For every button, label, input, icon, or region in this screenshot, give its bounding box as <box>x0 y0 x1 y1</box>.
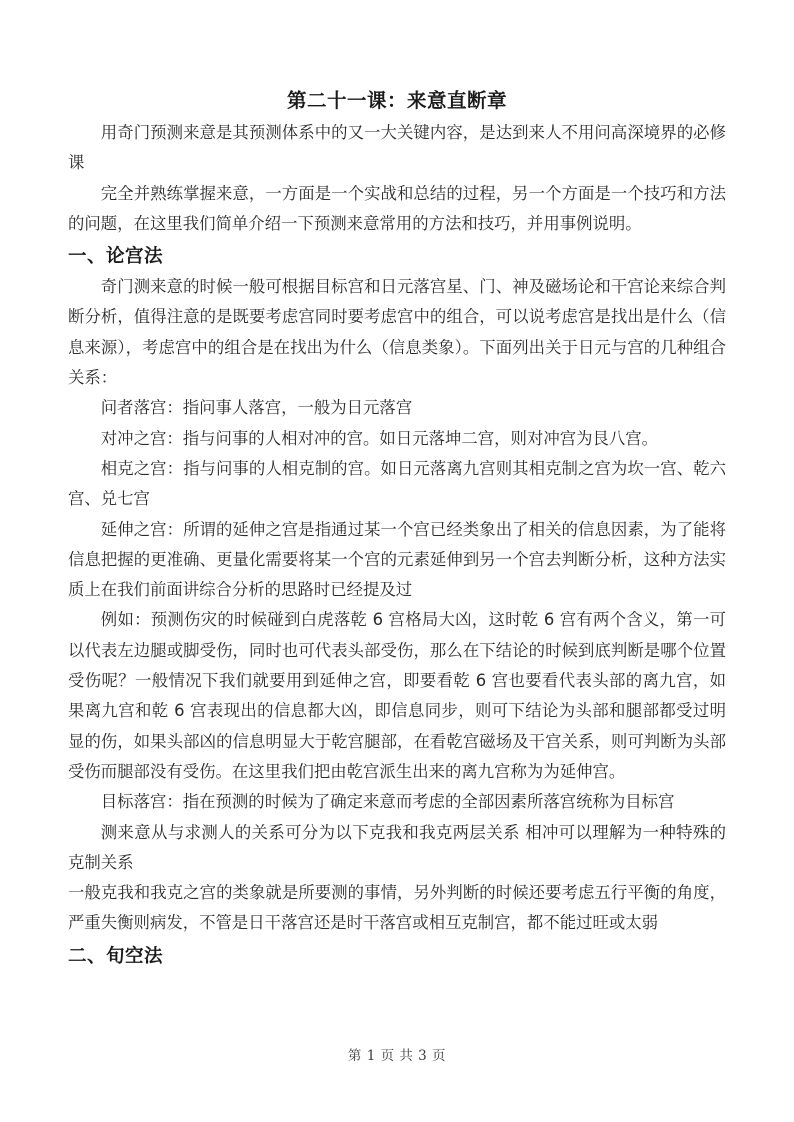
paragraph-balance: 一般克我和我克之宫的类象就是所要测的事情，另外判断的时候还要考虑五行平衡的角度，严重失衡则病发，不管是日干落宫还是时干落宫或相互克制宫，都不能过旺或太弱 <box>68 883 726 933</box>
page-footer: 第 1 页 共 3 页 <box>347 1048 447 1064</box>
page-title: 第二十一课：来意直断章 <box>286 89 507 112</box>
paragraph-section1-intro: 奇门测来意的时候一般可根据目标宫和日元落宫星、门、神及磁场论和干宫论来综合判断分析，值得注意的是既要考虑宫同时要考虑宫中的组合，可以说考虑宫是找出是什么（信息来源），考虑宫中的组合是在找出为什么（信息类象）。下面列出关于日元与宫的几种组合关系： <box>68 277 726 388</box>
definition-duichong-zhigong: 对冲之宫：指与问事的人相对冲的宫。如日元落坤二宫，则对冲宫为艮八宫。 <box>100 428 659 448</box>
definition-wenzhe-luogong: 问者落宫：指问事人落宫，一般为日元落宫 <box>100 398 413 418</box>
definition-yanshen-zhigong: 延伸之宫：所谓的延伸之宫是指通过某一个宫已经类象出了相关的信息因素，为了能将信息把握的更准确、更量化需要将某一个宫的元素延伸到另一个宫去判断分析，这种方法实质上在我们前面讲综合分析的思路时已经提及过 <box>68 519 726 600</box>
paragraph-intro-2: 完全并熟练掌握来意，一方面是一个实战和总结的过程，另一个方面是一个技巧和方法的问题，在这里我们简单介绍一下预测来意常用的方法和技巧，并用事例说明。 <box>68 183 726 233</box>
section-heading-two: 二、旬空法 <box>68 945 164 967</box>
paragraph-relation: 测来意从与求测人的关系可分为以下克我和我克两层关系 相冲可以理解为一种特殊的克制关系 <box>68 822 726 872</box>
section-heading-one: 一、论宫法 <box>68 246 164 268</box>
paragraph-intro: 用奇门预测来意是其预测体系中的又一大关键内容，是达到来人不用问高深境界的必修课 <box>68 123 726 173</box>
paragraph-example: 例如：预测伤灾的时候碰到白虎落乾 6 宫格局大凶，这时乾 6 宫有两个含义，第一可以代表左边腿或脚受伤，同时也可代表头部受伤，那么在下结论的时候到底判断是哪个位置受伤呢？一般情况下我们就要用到延伸之宫，即要看乾 6 宫也要看代表头部的离九宫，如果离九宫和乾 6 宫表现出的信息都大凶，即信息同步，则可下结论为头部和腿部都受过明显的伤，如果头部凶的信息明显大于乾宫腿部，在看乾宫磁场及干宫关系，则可判断为头部受伤而腿部没有受伤。在这里我们把由乾宫派生出来的离九宫称为为延伸宫。 <box>68 610 726 781</box>
document-content <box>68 86 726 972</box>
definition-mubiao-luogong: 目标落宫：指在预测的时候为了确定来意而考虑的全部因素所落宫统称为目标宫 <box>100 792 675 812</box>
definition-xiangke-zhigong: 相克之宫：指与问事的人相克制的宫。如日元落离九宫则其相克制之宫为坎一宫、乾六宫、兑七宫 <box>68 458 726 509</box>
